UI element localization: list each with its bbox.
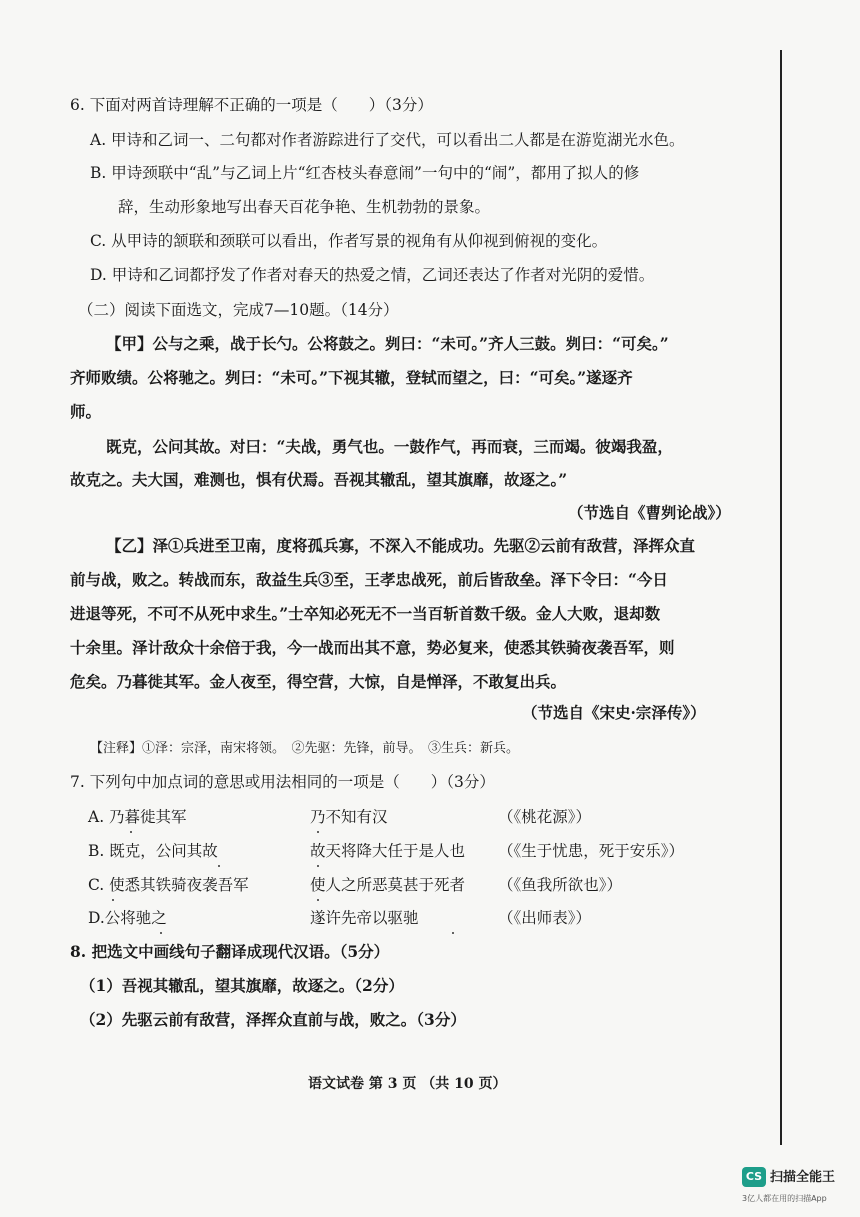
q7-option-source: （《生于忧患，死于安乐》） [498, 842, 685, 860]
q7-option-compare: 使人之所恶莫甚于死者 [310, 876, 466, 894]
q8-sentence-1: （1）吾视其辙乱，望其旗靡，故逐之。（2分） [80, 976, 404, 995]
camscanner-name: 扫描全能王 [770, 1170, 836, 1185]
page-footer: 语文试卷 第 3 页 （共 10 页） [308, 1076, 507, 1092]
q6-option-c: C. 从甲诗的颔联和颈联可以看出，作者写景的视角有从仰视到俯视的变化。 [90, 232, 608, 250]
q8-stem: 8. 把选文中画线句子翻译成现代汉语。（5分） [70, 942, 390, 961]
q7-option-compare: 乃不知有汉 [310, 808, 388, 826]
emphasis-dot [130, 831, 132, 833]
camscanner-logo-icon: CS [742, 1167, 766, 1187]
q7-option-left: A. 乃暮徙其军 [88, 808, 187, 826]
passage-yi-line: 前与战，败之。转战而东，敌益生兵③至，王孝忠战死，前后皆敌垒。泽下令曰：“今日 [70, 570, 668, 589]
emphasis-dot [317, 865, 319, 867]
margin-rule [780, 50, 782, 1145]
q7-option-source: （《鱼我所欲也》） [498, 876, 623, 894]
passage-jia-line: 既克，公问其故。对曰：“夫战，勇气也。一鼓作气，再而衰，三而竭。彼竭我盈， [106, 437, 673, 456]
emphasis-dot [317, 899, 319, 901]
passage-jia-line: 【甲】公与之乘，战于长勺。公将鼓之。刿曰：“未可。”齐人三鼓。刿曰：“可矣。” [106, 334, 669, 353]
emphasis-dot [112, 899, 114, 901]
annotation-note: 【注释】①泽：宗泽，南宋将领。 ②先驱：先锋，前导。 ③生兵：新兵。 [90, 741, 520, 756]
q6-option-b-line1: B. 甲诗颈联中“乱”与乙词上片“红杏枝头春意闹”一句中的“闹”，都用了拟人的修 [90, 164, 640, 182]
passage-yi-line: 进退等死，不可不从死中求生。”士卒知必死无不一当百斩首数千级。金人大败，退却数 [70, 604, 661, 623]
q7-option-compare: 故天将降大任于是人也 [310, 842, 466, 860]
passage-yi-line: 【乙】泽①兵进至卫南，度将孤兵寡，不深入不能成功。先驱②云前有敌营，泽挥众直 [106, 536, 696, 555]
camscanner-tagline: 3亿人都在用的扫描App [742, 1194, 827, 1203]
passage-jia-source: （节选自《曹刿论战》） [568, 503, 731, 522]
emphasis-dot [160, 932, 162, 934]
q7-option-source: （《出师表》） [498, 909, 592, 927]
q7-option-left: D.公将驰之 [88, 909, 167, 927]
passage-yi-source: （节选自《宋史·宗泽传》） [522, 703, 706, 722]
section-heading: （二）阅读下面选文，完成7—10题。（14分） [78, 301, 399, 319]
emphasis-dot [452, 932, 454, 934]
q6-option-d: D. 甲诗和乙词都抒发了作者对春天的热爱之情，乙词还表达了作者对光阴的爱惜。 [90, 266, 655, 284]
q6-option-a: A. 甲诗和乙词一、二句都对作者游踪进行了交代，可以看出二人都是在游览湖光水色。 [90, 131, 685, 149]
q6-stem: 6. 下面对两首诗理解不正确的一项是（ ）（3分） [70, 96, 433, 114]
passage-jia-line: 故克之。夫大国，难测也，惧有伏焉。吾视其辙乱，望其旗靡，故逐之。” [70, 470, 568, 489]
q8-sentence-2: （2）先驱云前有敌营，泽挥众直前与战，败之。（3分） [80, 1010, 466, 1029]
passage-jia-line: 师。 [70, 402, 102, 421]
q7-option-source: （《桃花源》） [498, 808, 592, 826]
passage-jia-line: 齐师败绩。公将驰之。刿曰：“未可。”下视其辙，登轼而望之，曰：“可矣。”遂逐齐 [70, 368, 633, 387]
q7-option-left: B. 既克，公问其故 [88, 842, 218, 860]
passage-yi-line: 危矣。乃暮徙其军。金人夜至，得空营，大惊，自是惮泽，不敢复出兵。 [70, 672, 567, 691]
q7-option-compare: 遂许先帝以驱驰 [310, 909, 419, 927]
q6-option-b-line2: 辞，生动形象地写出春天百花争艳、生机勃勃的景象。 [118, 198, 491, 216]
emphasis-dot [317, 831, 319, 833]
passage-yi-line: 十余里。泽计敌众十余倍于我，今一战而出其不意，势必复来，使悉其铁骑夜袭吾军，则 [70, 638, 675, 657]
q7-stem: 7. 下列句中加点词的意思或用法相同的一项是（ ）（3分） [70, 773, 495, 791]
q7-option-left: C. 使悉其铁骑夜袭吾军 [88, 876, 249, 894]
emphasis-dot [218, 865, 220, 867]
